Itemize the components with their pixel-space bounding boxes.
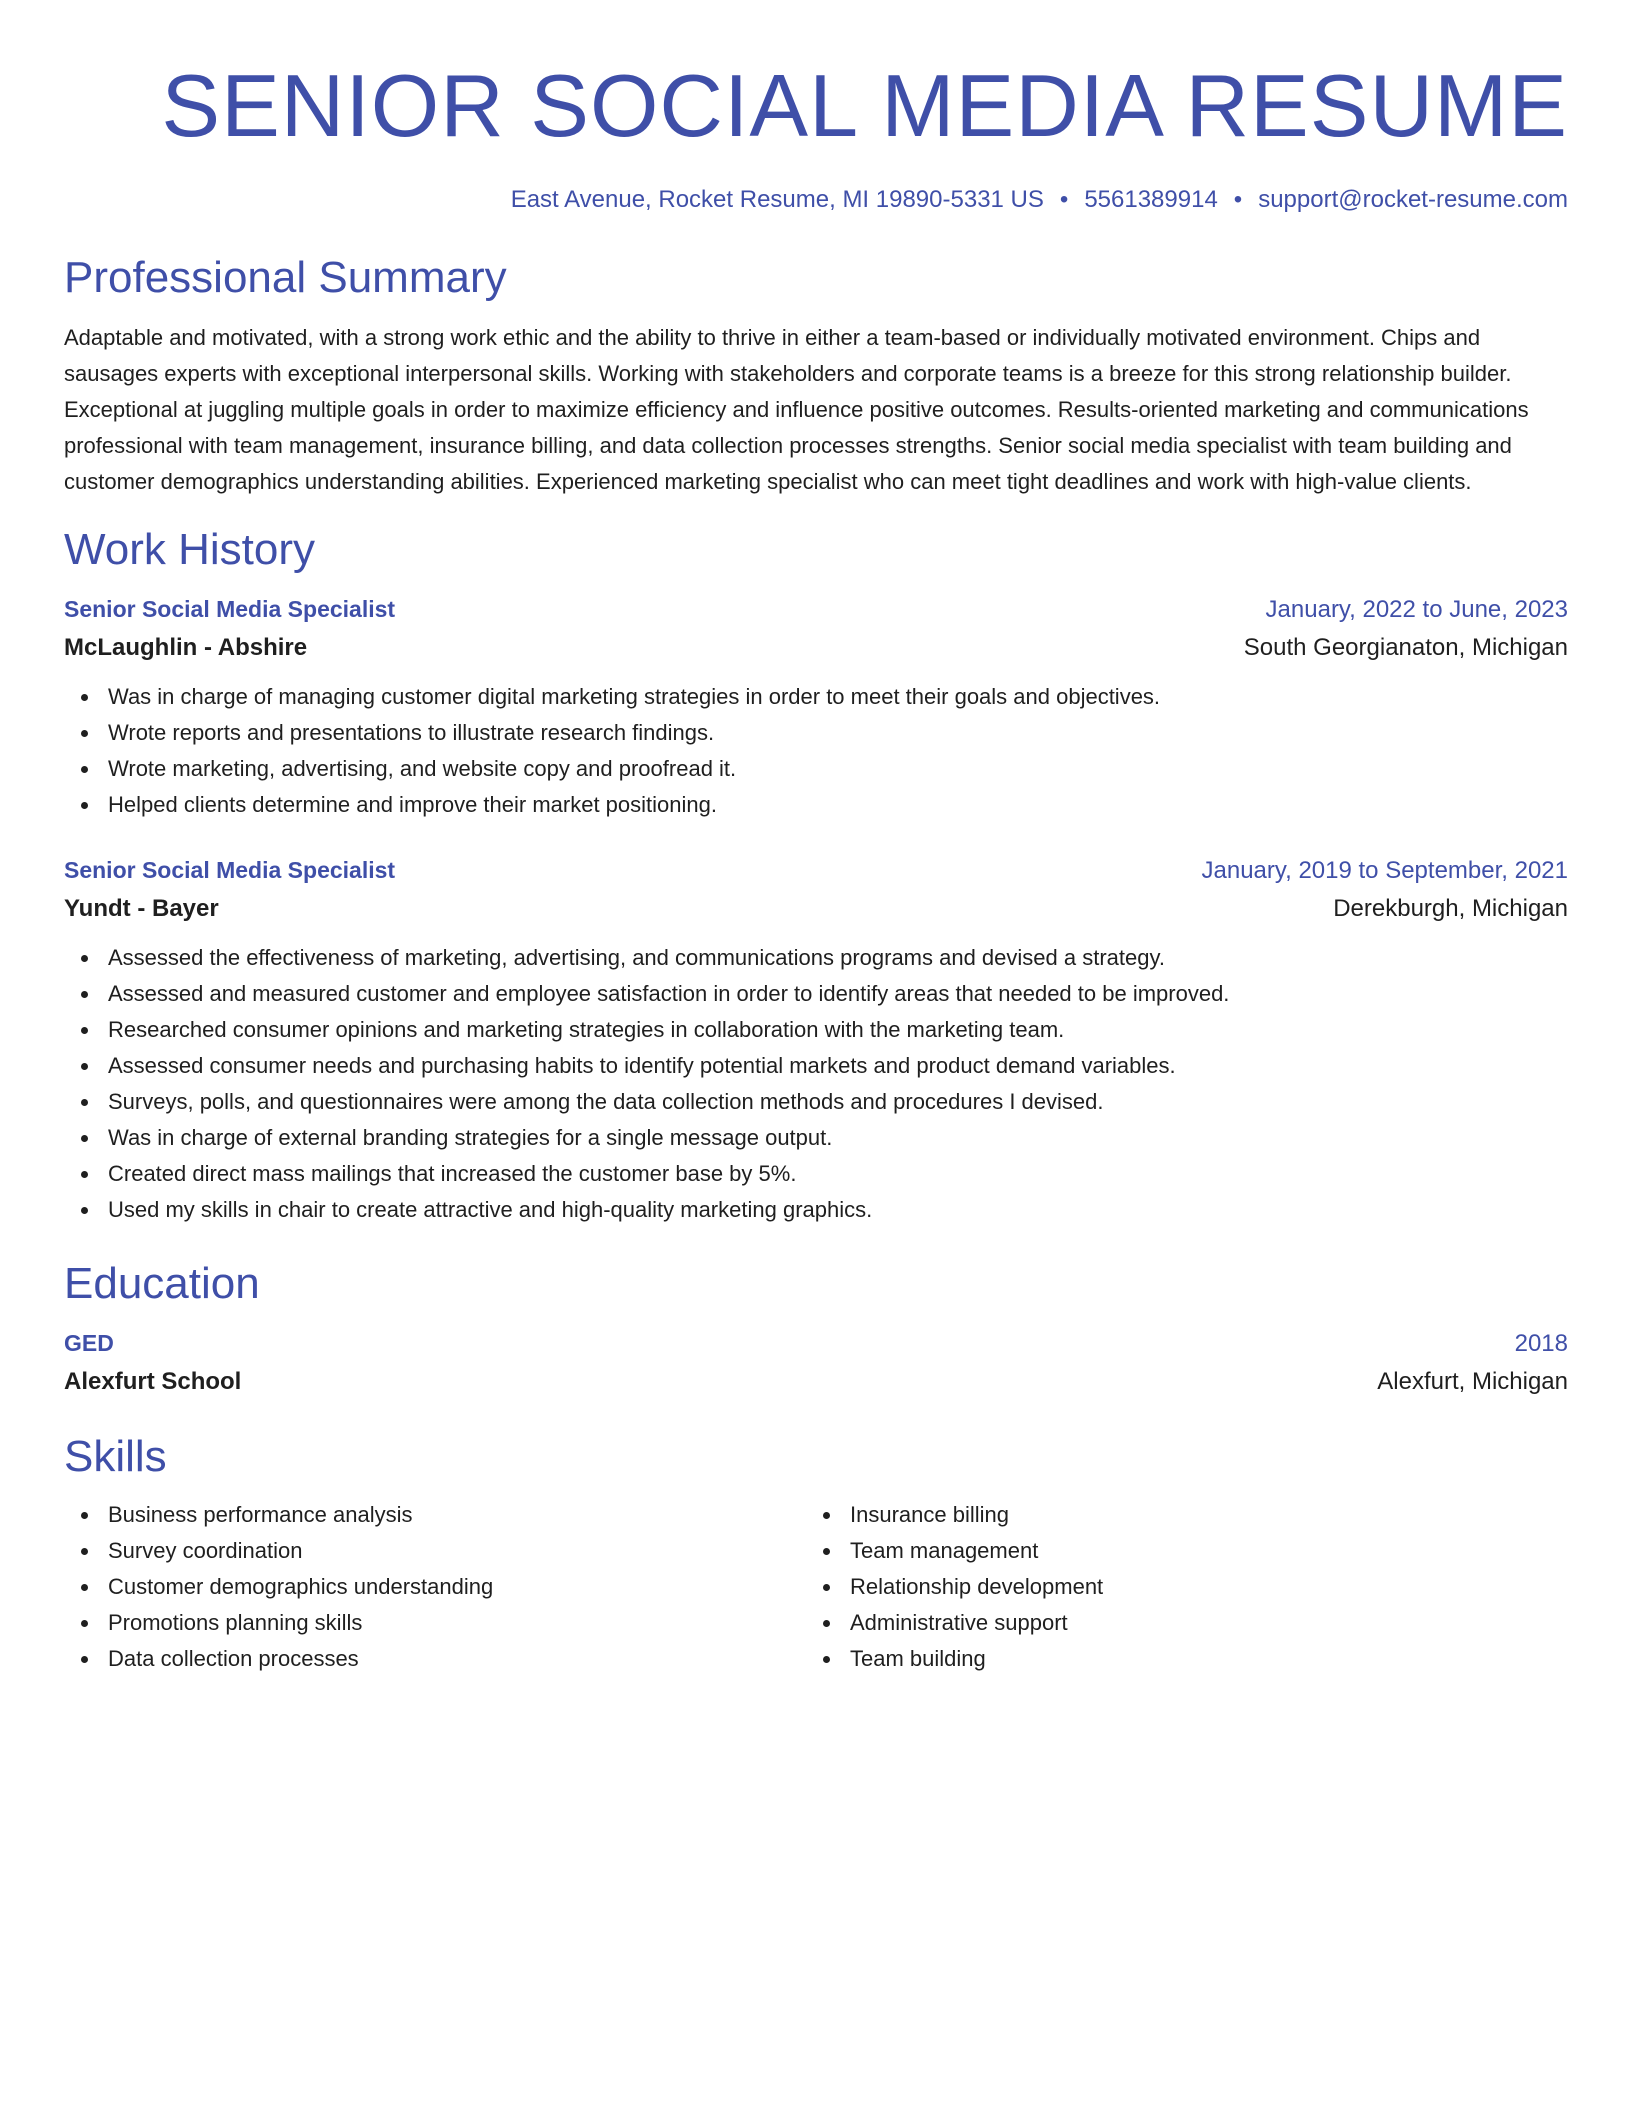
skill-text: Survey coordination [108, 1538, 303, 1563]
bullet-dot-icon [81, 955, 88, 962]
job-title: Senior Social Media Specialist [64, 596, 396, 622]
job-bullet-text: Wrote reports and presentations to illustrate research findings. [108, 720, 715, 745]
skill-text: Relationship development [850, 1574, 1104, 1599]
job-bullet-text: Was in charge of managing customer digital marketing strategies in order to meet their goals and objectives. [108, 684, 1161, 709]
work-history-heading: Work History [64, 525, 315, 574]
bullet-dot-icon [81, 730, 88, 737]
job-bullet [64, 715, 1568, 751]
job-bullet [64, 1012, 1568, 1048]
job-bullet-list [64, 940, 1568, 1228]
job-bullet-text: Created direct mass mailings that increased the customer base by 5%. [108, 1161, 797, 1186]
contact-line [64, 182, 1568, 218]
bullet-dot-icon [81, 766, 88, 773]
skill-text: Business performance analysis [108, 1502, 413, 1527]
job-entry [64, 590, 1568, 823]
skill-item [64, 1641, 806, 1677]
summary-text: Adaptable and motivated, with a strong work ethic and the ability to thrive in either a team-based or individually motivated environment. Chips and sausages experts with exceptional interpersonal skills. Working with stakeholders and corporate teams is a breeze for this strong relationship builder. Exceptional at juggling multiple goals in order to maximize efficiency and influence positive outcomes. Results-oriented marketing and communications professional with team management, insurance billing, and data collection processes strengths. Senior social media specialist with team building and customer demographics understanding abilities. Experienced marketing specialist who can meet tight deadlines and work with high-value clients. [64, 325, 1529, 494]
job-bullet-text: Wrote marketing, advertising, and website copy and proofread it. [108, 756, 737, 781]
job-location: South Georgianaton, Michigan [1243, 634, 1568, 661]
skills-heading: Skills [64, 1432, 167, 1481]
job-company: Yundt - Bayer [64, 895, 219, 922]
summary-heading: Professional Summary [64, 253, 507, 302]
contact-email: support@rocket-resume.com [1258, 186, 1568, 213]
skill-text: Team building [850, 1646, 986, 1671]
bullet-dot-icon [81, 1171, 88, 1178]
skill-item [806, 1497, 1548, 1533]
bullet-dot-icon [81, 1620, 88, 1627]
education-location: Alexfurt, Michigan [1377, 1368, 1568, 1395]
skill-item [806, 1641, 1548, 1677]
bullet-dot-icon [81, 991, 88, 998]
skill-text: Team management [850, 1538, 1039, 1563]
job-bullet [64, 1156, 1568, 1192]
bullet-dot-icon [81, 1063, 88, 1070]
bullet-dot-icon [81, 1584, 88, 1591]
contact-separator: • [1233, 186, 1243, 213]
job-dates: January, 2022 to June, 2023 [1265, 596, 1568, 623]
skill-item [64, 1497, 806, 1533]
bullet-dot-icon [823, 1512, 830, 1519]
education-heading: Education [64, 1259, 260, 1308]
skill-text: Administrative support [850, 1610, 1068, 1635]
job-bullet [64, 1048, 1568, 1084]
job-bullet [64, 751, 1568, 787]
job-bullet-text: Assessed consumer needs and purchasing habits to identify potential markets and product demand variables. [108, 1053, 1176, 1078]
skill-item [806, 1605, 1548, 1641]
contact-address: East Avenue, Rocket Resume, MI 19890-5331 US [510, 186, 1044, 213]
skill-item [806, 1533, 1548, 1569]
skills-section [64, 1429, 1568, 1677]
job-bullet-text: Helped clients determine and improve their market positioning. [108, 792, 717, 817]
job-bullet-list [64, 679, 1568, 823]
education-header-row [64, 1324, 1568, 1363]
skill-item [64, 1533, 806, 1569]
skill-text: Data collection processes [108, 1646, 359, 1671]
education-section [64, 1256, 1568, 1401]
bullet-dot-icon [81, 1656, 88, 1663]
bullet-dot-icon [81, 694, 88, 701]
bullet-dot-icon [823, 1548, 830, 1555]
skills-column-right [806, 1497, 1548, 1677]
skill-text: Insurance billing [850, 1502, 1009, 1527]
resume-title: SENIOR SOCIAL MEDIA RESUME [161, 56, 1568, 155]
bullet-dot-icon [81, 1135, 88, 1142]
skill-item [64, 1605, 806, 1641]
job-bullet-text: Surveys, polls, and questionnaires were among the data collection methods and procedures I devised. [108, 1089, 1104, 1114]
education-entry [64, 1324, 1568, 1401]
skills-list [64, 1497, 806, 1677]
job-entry [64, 851, 1568, 1228]
bullet-dot-icon [81, 1099, 88, 1106]
education-school-row [64, 1363, 1568, 1401]
skill-item [64, 1569, 806, 1605]
job-location: Derekburgh, Michigan [1333, 895, 1568, 922]
job-bullet [64, 1192, 1568, 1228]
job-dates: January, 2019 to September, 2021 [1201, 857, 1568, 884]
education-year: 2018 [1514, 1330, 1568, 1357]
job-bullet-text: Assessed and measured customer and employee satisfaction in order to identify areas that needed to be improved. [108, 981, 1230, 1006]
job-bullet-text: Was in charge of external branding strategies for a single message output. [108, 1125, 833, 1150]
work-history-section [64, 522, 1568, 1228]
bullet-dot-icon [81, 1512, 88, 1519]
job-bullet-text: Used my skills in chair to create attractive and high-quality marketing graphics. [108, 1197, 873, 1222]
job-company-row [64, 629, 1568, 667]
skills-column-left [64, 1497, 806, 1677]
job-bullet-text: Assessed the effectiveness of marketing, advertising, and communications programs and devised a strategy. [108, 945, 1165, 970]
resume-page [64, 0, 1568, 1677]
skills-list [806, 1497, 1548, 1677]
job-title: Senior Social Media Specialist [64, 857, 396, 883]
education-school: Alexfurt School [64, 1368, 242, 1395]
job-company: McLaughlin - Abshire [64, 634, 308, 661]
bullet-dot-icon [81, 1027, 88, 1034]
contact-separator: • [1059, 186, 1069, 213]
job-bullet [64, 976, 1568, 1012]
contact-phone: 5561389914 [1084, 186, 1218, 213]
job-company-row [64, 890, 1568, 928]
skill-text: Promotions planning skills [108, 1610, 363, 1635]
job-bullet [64, 1084, 1568, 1120]
bullet-dot-icon [823, 1584, 830, 1591]
job-bullet [64, 940, 1568, 976]
bullet-dot-icon [81, 1548, 88, 1555]
job-bullet [64, 787, 1568, 823]
summary-section [64, 250, 1568, 500]
bullet-dot-icon [823, 1620, 830, 1627]
bullet-dot-icon [823, 1656, 830, 1663]
job-bullet-text: Researched consumer opinions and marketing strategies in collaboration with the marketing team. [108, 1017, 1065, 1042]
job-header-row [64, 851, 1568, 890]
skill-text: Customer demographics understanding [108, 1574, 494, 1599]
job-header-row [64, 590, 1568, 629]
bullet-dot-icon [81, 1207, 88, 1214]
education-degree: GED [64, 1330, 114, 1356]
bullet-dot-icon [81, 802, 88, 809]
job-bullet [64, 1120, 1568, 1156]
skill-item [806, 1569, 1548, 1605]
skills-grid [64, 1497, 1568, 1677]
job-bullet [64, 679, 1568, 715]
